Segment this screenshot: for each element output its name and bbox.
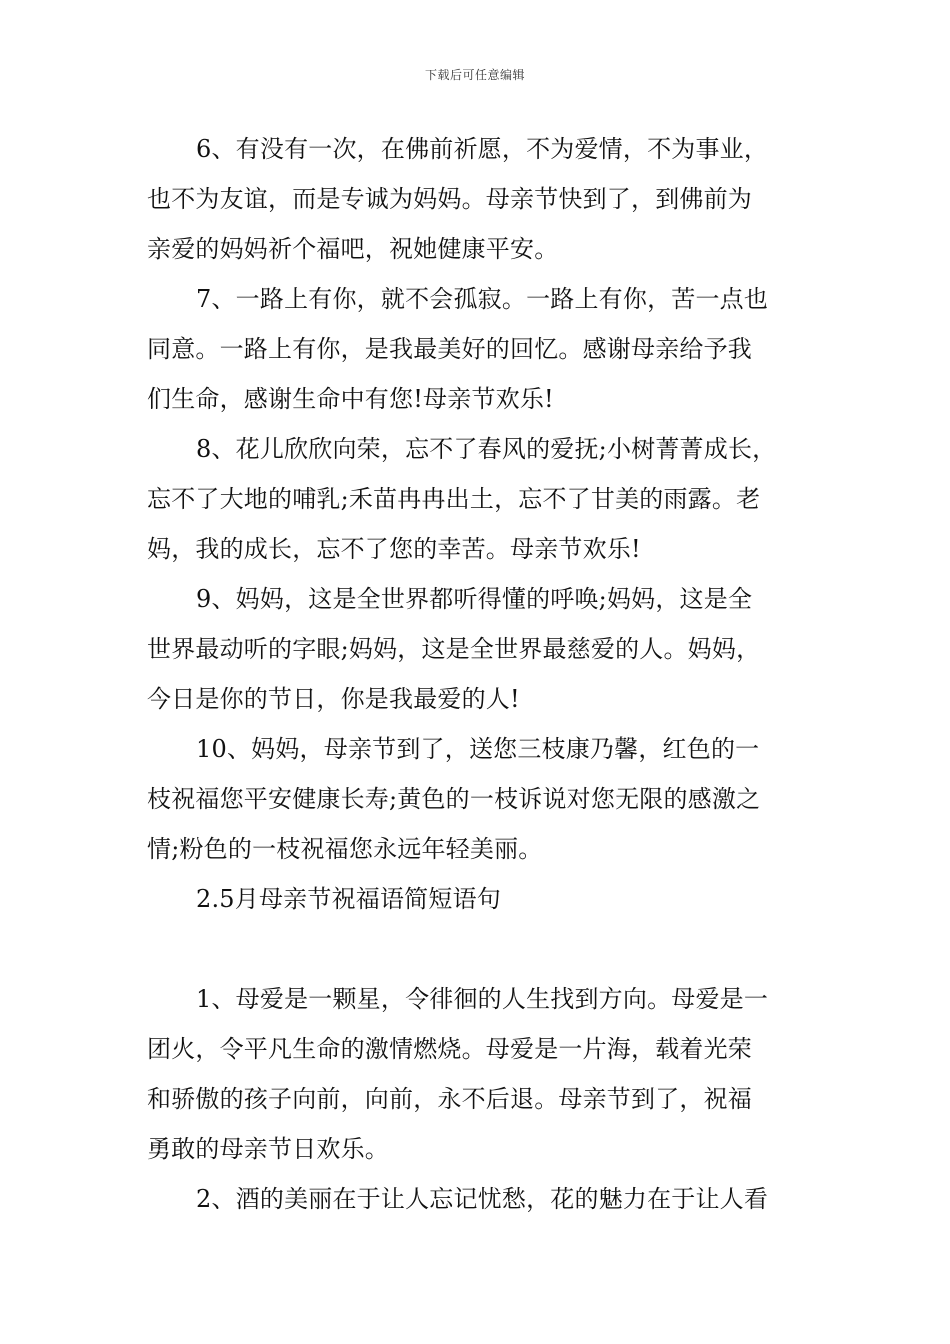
paragraph-6-line-3: 亲爱的妈妈祈个福吧，祝她健康平安。 <box>147 235 559 263</box>
paragraph-10-line-3: 情;粉色的一枝祝福您永远年轻美丽。 <box>147 835 543 863</box>
paragraph-2-line-1: 2、酒的美丽在于让人忘记忧愁，花的魅力在于让人看 <box>196 1185 769 1213</box>
paragraph-7-line-2: 同意。一路上有你，是我最美好的回忆。感谢母亲给予我 <box>147 335 752 363</box>
paragraph-9-line-1: 9、妈妈，这是全世界都听得懂的呼唤;妈妈，这是全 <box>196 585 753 613</box>
paragraph-1-line-2: 团火，令平凡生命的激情燃烧。母爱是一片海，载着光荣 <box>147 1035 752 1063</box>
paragraph-6-line-1: 6、有没有一次，在佛前祈愿，不为爱情，不为事业， <box>196 135 769 163</box>
paragraph-6-line-2: 也不为友谊，而是专诚为妈妈。母亲节快到了，到佛前为 <box>147 185 752 213</box>
paragraph-10-line-2: 枝祝福您平安健康长寿;黄色的一枝诉说对您无限的感激之 <box>147 785 761 813</box>
paragraph-7-line-1: 7、一路上有你，就不会孤寂。一路上有你，苦一点也 <box>196 285 769 313</box>
section-heading: 2.5月母亲节祝福语简短语句 <box>196 885 501 913</box>
paragraph-9-line-3: 今日是你的节日，你是我最爱的人! <box>147 685 520 713</box>
page-header: 下载后可任意编辑 <box>424 68 525 82</box>
paragraph-1-line-1: 1、母爱是一颗星，令徘徊的人生找到方向。母爱是一 <box>196 985 769 1013</box>
paragraph-8-line-2: 忘不了大地的哺乳;禾苗冉冉出土，忘不了甘美的雨露。老 <box>147 485 761 513</box>
paragraph-10-line-1: 10、妈妈，母亲节到了，送您三枝康乃馨，红色的一 <box>196 735 760 763</box>
paragraph-1-line-3: 和骄傲的孩子向前，向前，永不后退。母亲节到了，祝福 <box>147 1085 752 1113</box>
paragraph-1-line-4: 勇敢的母亲节日欢乐。 <box>147 1135 389 1163</box>
paragraph-8-line-1: 8、花儿欣欣向荣，忘不了春风的爱抚;小树菁菁成长， <box>196 435 777 463</box>
paragraph-8-line-3: 妈，我的成长，忘不了您的幸苦。母亲节欢乐! <box>147 535 641 563</box>
paragraph-9-line-2: 世界最动听的字眼;妈妈，这是全世界最慈爱的人。妈妈， <box>147 635 761 663</box>
paragraph-7-line-3: 们生命，感谢生命中有您!母亲节欢乐! <box>147 385 554 413</box>
